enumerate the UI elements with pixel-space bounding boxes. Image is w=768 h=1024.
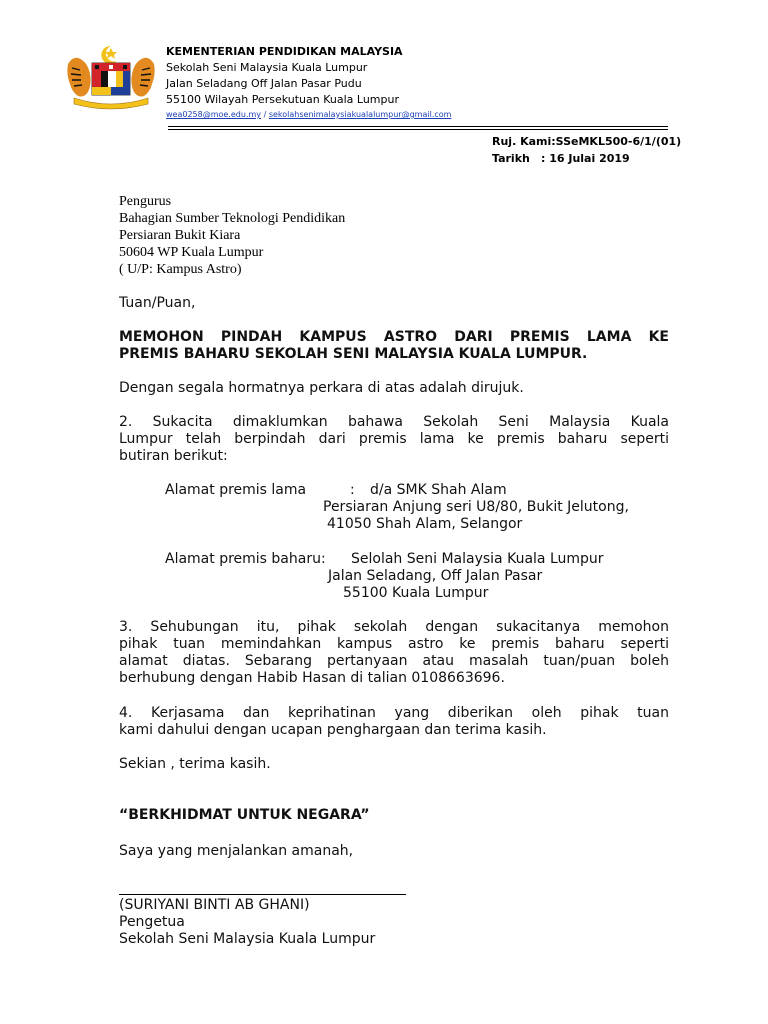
trust-line: Saya yang menjalankan amanah,	[119, 843, 354, 859]
new-address-label: Alamat premis baharu:	[165, 551, 326, 567]
header-rule	[168, 126, 668, 127]
new-address-line: Jalan Seladang, Off Jalan Pasar	[328, 568, 543, 584]
paragraph-3-line: 3. Sehubungan itu, pihak sekolah dengan sukacitanya memohon	[119, 619, 669, 635]
salutation: Tuan/Puan,	[119, 295, 196, 311]
recipient-line: Persiaran Bukit Kiara	[119, 228, 241, 243]
recipient-line: ( U/P: Kampus Astro)	[119, 262, 242, 277]
email-separator: /	[263, 110, 267, 119]
old-address-label: Alamat premis lama	[165, 482, 307, 498]
recipient-line: 50604 WP Kuala Lumpur	[119, 245, 264, 260]
ministry-name: KEMENTERIAN PENDIDIKAN MALAYSIA	[166, 45, 403, 58]
date-label: Tarikh	[492, 152, 530, 165]
motto: “BERKHIDMAT UNTUK NEGARA”	[119, 807, 370, 823]
subject-line: MEMOHON PINDAH KAMPUS ASTRO DARI PREMIS LAMA KE	[119, 329, 669, 345]
paragraph-4-line: kami dahului dengan ucapan penghargaan dan terima kasih.	[119, 722, 547, 738]
old-address-line: d/a SMK Shah Alam	[370, 482, 507, 498]
recipient-line: Bahagian Sumber Teknologi Pendidikan	[119, 211, 346, 226]
paragraph-3-line: alamat diatas. Sebarang pertanyaan atau masalah tuan/puan boleh	[119, 653, 669, 669]
email-link-moe[interactable]: wea0258@moe.edu.my	[166, 110, 262, 119]
signatory-title: Pengetua	[119, 914, 185, 930]
old-address-colon: :	[350, 482, 355, 498]
intro-paragraph: Dengan segala hormatnya perkara di atas adalah dirujuk.	[119, 380, 524, 396]
paragraph-3-line: pihak tuan memindahkan kampus astro ke premis baharu seperti	[119, 636, 669, 652]
recipient-line: Pengurus	[119, 194, 172, 209]
reference-number: Ruj. Kami:SSeMKL500-6/1/(01)	[492, 135, 682, 148]
coat-of-arms-logo	[64, 44, 158, 110]
old-address-line: Persiaran Anjung seri U8/80, Bukit Jelutong,	[323, 499, 629, 515]
new-address-line: 55100 Kuala Lumpur	[343, 585, 489, 601]
paragraph-2-line: 2. Sukacita dimaklumkan bahawa Sekolah Seni Malaysia Kuala	[119, 414, 669, 430]
paragraph-2-line: butiran berikut:	[119, 448, 228, 464]
signatory-name: (SURIYANI BINTI AB GHANI)	[119, 897, 310, 913]
subject-line: PREMIS BAHARU SEKOLAH SENI MALAYSIA KUALA LUMPUR.	[119, 346, 588, 362]
signature-line	[119, 894, 406, 895]
paragraph-3-line: berhubung dengan Habib Hasan di talian 0108663696.	[119, 670, 505, 686]
new-address-line: Selolah Seni Malaysia Kuala Lumpur	[351, 551, 604, 567]
paragraph-2-line: Lumpur telah berpindah dari premis lama ke premis baharu seperti	[119, 431, 669, 447]
school-city: 55100 Wilayah Persekutuan Kuala Lumpur	[166, 93, 399, 106]
header-rule-thin	[168, 129, 668, 130]
school-name: Sekolah Seni Malaysia Kuala Lumpur	[166, 61, 368, 74]
old-address-line: 41050 Shah Alam, Selangor	[327, 516, 523, 532]
school-street: Jalan Seladang Off Jalan Pasar Pudu	[166, 77, 362, 90]
email-line	[166, 110, 451, 119]
signatory-school: Sekolah Seni Malaysia Kuala Lumpur	[119, 931, 376, 947]
closing-text: Sekian , terima kasih.	[119, 756, 271, 772]
email-link-gmail[interactable]: sekolahsenimalaysiakualalumpur@gmail.com	[268, 110, 452, 119]
date-value: : 16 Julai 2019	[541, 152, 630, 165]
paragraph-4-line: 4. Kerjasama dan keprihatinan yang diberikan oleh pihak tuan	[119, 705, 669, 721]
